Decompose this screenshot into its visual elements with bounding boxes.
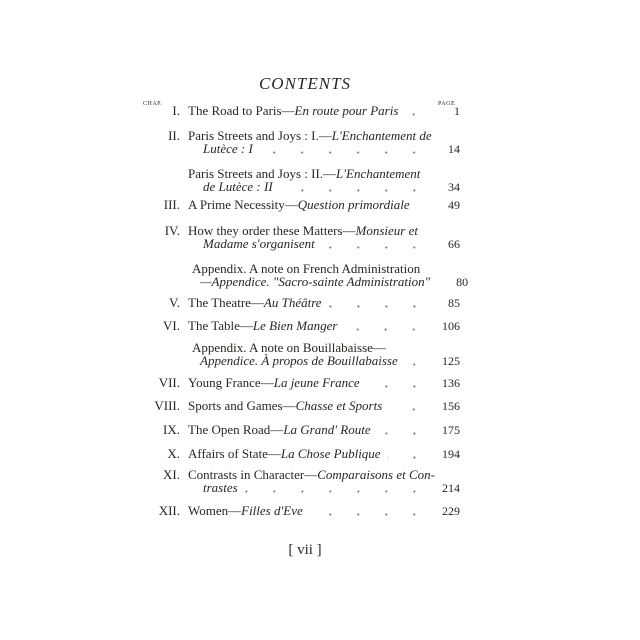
toc-entry <box>140 129 460 155</box>
page-number: 175 <box>442 423 460 437</box>
entry-title: How they order these Matters— <box>188 223 356 238</box>
dot-leader <box>244 490 428 493</box>
entry-title: The Table— <box>188 318 253 333</box>
entry-french-title: Monsieur et <box>355 223 418 238</box>
page-number: 125 <box>442 354 460 368</box>
dot-leader <box>259 151 428 154</box>
page-column-label: PAGE <box>438 101 456 107</box>
dot-leader <box>321 246 428 249</box>
entry-french-title: Comparaisons et Con- <box>317 467 435 482</box>
dot-leader <box>404 363 428 366</box>
entry-title: Sports and Games— <box>188 398 296 413</box>
chapter-number: IV. <box>164 223 180 238</box>
entry-french-title: Question primordiale <box>297 197 410 212</box>
chapter-number: IX. <box>163 422 180 437</box>
page-number: 80 <box>456 275 469 289</box>
page-number: 14 <box>448 142 460 156</box>
page-number: 106 <box>442 319 460 333</box>
entry-continuation: Appendice. À propos de Bouillabaisse <box>200 353 398 368</box>
entry-french-title: Le Bien Manger <box>252 318 338 333</box>
dot-leader <box>416 207 428 210</box>
entry-title: Young France— <box>188 375 274 390</box>
entry-french-title: L'Enchantement <box>336 166 421 181</box>
entry-french-title: Au Théâtre <box>263 295 322 310</box>
entry-title: A Prime Necessity— <box>188 197 298 212</box>
dot-leader <box>387 456 428 459</box>
entry-title: The Theatre— <box>188 295 264 310</box>
chapter-number: VIII. <box>154 398 180 413</box>
toc-entry <box>140 198 460 211</box>
page-number: 194 <box>442 447 460 461</box>
chapter-number: XII. <box>158 503 180 518</box>
chapter-number: V. <box>169 295 180 310</box>
entry-continuation: Lutèce : I <box>203 141 253 156</box>
page-number-footer: [ vii ] <box>288 542 322 558</box>
contents-title: CONTENTS <box>258 74 352 93</box>
chapter-number: VI. <box>163 318 180 333</box>
entry-title: Paris Streets and Joys : II.— <box>188 166 337 181</box>
page-number: 156 <box>442 399 460 413</box>
chapter-number: III. <box>163 197 180 212</box>
toc-entry <box>140 399 460 412</box>
dot-leader <box>404 113 428 116</box>
page-number: 1 <box>454 104 460 118</box>
entry-title: The Open Road— <box>188 422 284 437</box>
entry-title: The Road to Paris— <box>188 103 295 118</box>
chapter-number: X. <box>167 446 180 461</box>
entry-continuation: Madame s'organisent <box>203 236 315 251</box>
entry-french-title: La Chose Publique <box>280 446 381 461</box>
dot-leader <box>377 432 428 435</box>
entry-french-title: La jeune France <box>273 375 360 390</box>
dot-leader <box>279 189 428 192</box>
page-number: 229 <box>442 504 460 518</box>
entry-continuation: de Lutèce : II <box>203 179 273 194</box>
page-number: 136 <box>442 376 460 390</box>
chapter-number: VII. <box>158 375 180 390</box>
dot-leader <box>309 513 428 516</box>
entry-title: Paris Streets and Joys : I.— <box>188 128 332 143</box>
toc-entry <box>140 376 460 389</box>
chap-column-label: CHAP. <box>143 101 163 107</box>
chapter-number: II. <box>168 128 180 143</box>
entry-french-title: L'Enchantement de <box>331 128 432 143</box>
entry-french-title: Filles d'Eve <box>241 503 303 518</box>
toc-entry <box>140 504 460 517</box>
page-number: 85 <box>448 296 460 310</box>
page-number: 49 <box>448 198 460 212</box>
page-number: 214 <box>442 481 460 495</box>
entry-title: Contrasts in Character— <box>188 467 318 482</box>
page-number: 34 <box>448 180 460 194</box>
toc-entry <box>140 423 460 436</box>
toc-entry <box>140 296 460 309</box>
entry-title: Women— <box>188 503 242 518</box>
dot-leader <box>343 328 428 331</box>
toc-entry <box>140 261 469 289</box>
entry-title: Affairs of State— <box>188 446 281 461</box>
entry-continuation: trastes <box>203 480 238 495</box>
dot-leader <box>366 385 428 388</box>
entry-continuation: —Appendice. "Sacro-sainte Administration" <box>200 274 431 289</box>
dot-leader <box>388 408 428 411</box>
toc-entry <box>140 341 460 367</box>
chapter-number: I. <box>172 103 180 118</box>
toc-entry <box>140 104 460 117</box>
entry-title: Appendix. A note on French Administration <box>192 261 421 276</box>
entry-french-title: La Grand' Route <box>283 422 371 437</box>
entry-french-title: En route pour Paris <box>294 103 399 118</box>
toc-entry <box>140 167 460 193</box>
toc-entry <box>140 468 460 494</box>
dot-leader <box>328 305 428 308</box>
page-number: 66 <box>448 237 460 251</box>
toc-entry <box>140 319 460 332</box>
entry-french-title: Chasse et Sports <box>295 398 383 413</box>
entry-title: Appendix. A note on Bouillabaisse— <box>192 340 386 355</box>
chapter-number: XI. <box>163 467 180 482</box>
toc-entry <box>140 224 460 250</box>
toc-entry <box>140 447 460 460</box>
